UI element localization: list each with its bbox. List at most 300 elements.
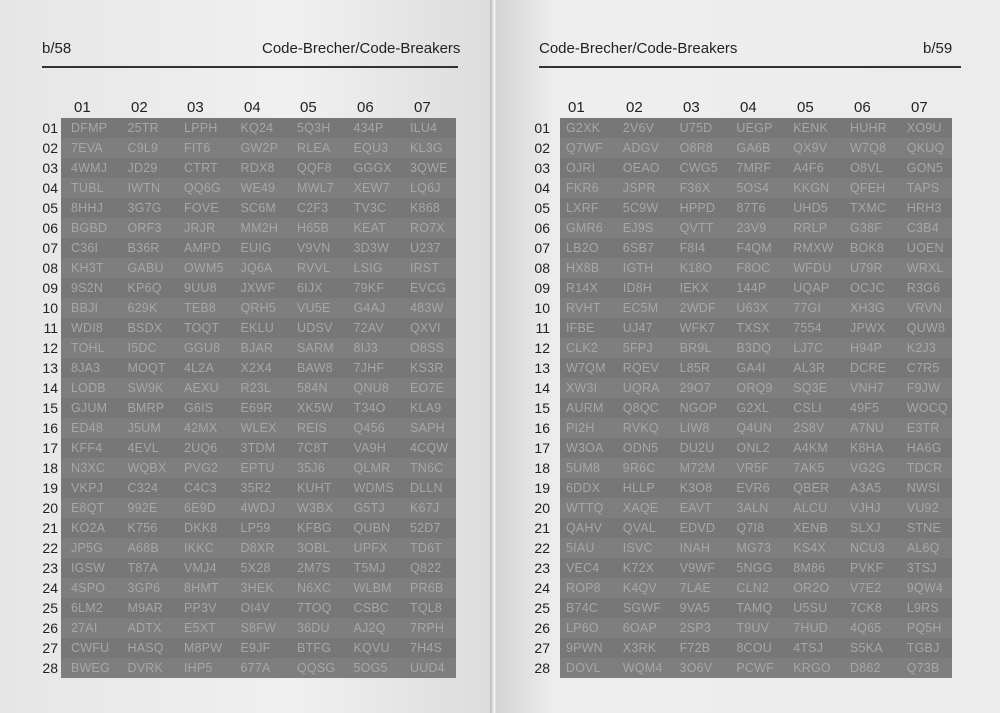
header-rule	[539, 66, 961, 68]
code-cell: TXMC	[850, 201, 887, 215]
code-cell: WLEX	[240, 421, 277, 435]
code-cell: PVG2	[184, 461, 219, 475]
code-cell: G4AJ	[353, 301, 386, 315]
code-cell: 5C9W	[622, 201, 659, 215]
code-cell: OCJC	[850, 281, 885, 295]
code-cell: E8QT	[71, 501, 105, 515]
table-row	[61, 278, 456, 298]
table-row	[61, 298, 456, 318]
table-row	[61, 578, 456, 598]
code-cell: OEAO	[622, 161, 660, 175]
code-cell: 9S2N	[71, 281, 104, 295]
code-cell: RO7X	[410, 221, 445, 235]
row-number: 07	[42, 240, 58, 256]
code-cell: BAW8	[297, 361, 333, 375]
code-cell: EO7E	[410, 381, 445, 395]
table-row	[61, 458, 456, 478]
code-cell: MOQT	[127, 361, 166, 375]
code-cell: K2J3	[906, 341, 937, 355]
code-cell: A68B	[127, 541, 159, 555]
code-cell: VU92	[906, 501, 939, 515]
table-row	[61, 498, 456, 518]
right-page	[496, 0, 1000, 713]
column-header: 07	[911, 99, 928, 116]
table-row	[560, 478, 952, 498]
code-cell: QAHV	[566, 521, 603, 535]
table-row	[61, 198, 456, 218]
code-cell: T5MJ	[353, 561, 386, 575]
code-cell: J5UM	[127, 421, 161, 435]
row-number: 15	[534, 400, 550, 416]
code-cell: JPWX	[850, 321, 886, 335]
code-cell: BOK8	[850, 241, 885, 255]
row-number: 13	[42, 360, 58, 376]
row-number: 21	[534, 520, 550, 536]
code-cell: E3TR	[906, 421, 940, 435]
table-row	[560, 618, 952, 638]
code-cell: JRJR	[184, 221, 216, 235]
code-cell: UPFX	[353, 541, 388, 555]
code-cell: SW9K	[127, 381, 164, 395]
code-cell: ID8H	[622, 281, 653, 295]
code-cell: XENB	[793, 521, 829, 535]
code-cell: W3BX	[297, 501, 334, 515]
code-cell: HLLP	[622, 481, 655, 495]
code-cell: O8SS	[410, 341, 445, 355]
left-page	[0, 0, 492, 713]
code-cell: GGGX	[353, 161, 392, 175]
code-cell: DKK8	[184, 521, 218, 535]
code-cell: ILU4	[410, 121, 438, 135]
row-number: 17	[534, 440, 550, 456]
code-cell: ED48	[71, 421, 104, 435]
table-row	[560, 258, 952, 278]
code-cell: FOVE	[184, 201, 219, 215]
code-cell: QX9V	[793, 141, 828, 155]
row-number: 03	[534, 160, 550, 176]
code-cell: HPPD	[679, 201, 716, 215]
code-cell: HASQ	[127, 641, 164, 655]
code-cell: SLXJ	[850, 521, 881, 535]
row-number: 28	[534, 660, 550, 676]
code-cell: 8M86	[793, 561, 826, 575]
table-row	[61, 338, 456, 358]
code-cell: 49F5	[850, 401, 880, 415]
code-cell: T9UV	[736, 621, 770, 635]
code-cell: NCU3	[850, 541, 885, 555]
code-cell: F4QM	[736, 241, 772, 255]
code-cell: U237	[410, 241, 441, 255]
code-cell: 87T6	[736, 201, 766, 215]
code-cell: BMRP	[127, 401, 165, 415]
code-cell: 7TOQ	[297, 601, 332, 615]
code-cell: 4TSJ	[793, 641, 824, 655]
code-cell: XH3G	[850, 301, 885, 315]
code-cell: VKPJ	[71, 481, 104, 495]
table-row	[61, 598, 456, 618]
table-row	[560, 538, 952, 558]
row-number: 21	[42, 520, 58, 536]
code-cell: C36I	[71, 241, 99, 255]
code-cell: SGWF	[622, 601, 662, 615]
code-cell: 6LM2	[71, 601, 104, 615]
code-cell: 7AK5	[793, 461, 825, 475]
code-cell: BGBD	[71, 221, 108, 235]
row-number: 28	[42, 660, 58, 676]
code-cell: A4KM	[793, 441, 829, 455]
code-cell: WQBX	[127, 461, 167, 475]
row-number: 17	[42, 440, 58, 456]
code-cell: KENK	[793, 121, 829, 135]
code-cell: TAMQ	[736, 601, 773, 615]
code-cell: QVTT	[679, 221, 714, 235]
code-cell: MM2H	[240, 221, 279, 235]
code-cell: ADGV	[622, 141, 660, 155]
code-cell: KS4X	[793, 541, 826, 555]
code-cell: WQM4	[622, 661, 663, 675]
code-cell: UOEN	[906, 241, 944, 255]
table-row	[61, 258, 456, 278]
code-cell: JP5G	[71, 541, 104, 555]
code-cell: C7R5	[906, 361, 940, 375]
code-cell: QBER	[793, 481, 830, 495]
column-header: 05	[797, 99, 814, 116]
code-cell: LB2O	[566, 241, 599, 255]
code-cell: 3TDM	[240, 441, 276, 455]
code-cell: EPTU	[240, 461, 275, 475]
code-cell: PQ5H	[906, 621, 942, 635]
code-cell: QLMR	[353, 461, 391, 475]
code-cell: UHD5	[793, 201, 829, 215]
code-cell: LIW8	[679, 421, 710, 435]
code-cell: 42MX	[184, 421, 218, 435]
code-cell: WOCQ	[906, 401, 948, 415]
code-cell: TEB8	[184, 301, 217, 315]
table-row	[560, 358, 952, 378]
code-cell: KRGO	[793, 661, 831, 675]
code-cell: JSPR	[622, 181, 656, 195]
code-cell: LXRF	[566, 201, 599, 215]
code-cell: OWM5	[184, 261, 224, 275]
column-header: 03	[683, 99, 700, 116]
code-cell: 7CK8	[850, 601, 883, 615]
code-cell: ISVC	[622, 541, 653, 555]
code-cell: 9UU8	[184, 281, 217, 295]
code-cell: C4C3	[184, 481, 217, 495]
code-cell: 7RPH	[410, 621, 445, 635]
column-header: 03	[187, 99, 204, 116]
code-cell: 5Q3H	[297, 121, 331, 135]
table-row	[61, 178, 456, 198]
code-cell: K18O	[679, 261, 713, 275]
row-number: 23	[42, 560, 58, 576]
code-cell: 992E	[127, 501, 158, 515]
code-cell: 3G7G	[127, 201, 162, 215]
code-cell: K3O8	[679, 481, 713, 495]
code-cell: ALCU	[793, 501, 828, 515]
code-cell: NGOP	[679, 401, 718, 415]
code-cell: E69R	[240, 401, 273, 415]
code-cell: 3ALN	[736, 501, 769, 515]
code-cell: CWFU	[71, 641, 110, 655]
code-cell: F9JW	[906, 381, 941, 395]
row-number: 02	[42, 140, 58, 156]
code-cell: CLN2	[736, 581, 770, 595]
code-cell: KFBG	[297, 521, 332, 535]
row-number: 01	[534, 120, 550, 136]
code-cell: 5UM8	[566, 461, 601, 475]
code-cell: V7E2	[850, 581, 882, 595]
code-cell: G5TJ	[353, 501, 385, 515]
row-number: 04	[42, 180, 58, 196]
code-cell: T87A	[127, 561, 159, 575]
row-number: 11	[43, 320, 58, 336]
code-cell: ORQ9	[736, 381, 773, 395]
code-cell: ORF3	[127, 221, 162, 235]
table-row	[560, 118, 952, 138]
table-row	[560, 598, 952, 618]
code-cell: N3XC	[71, 461, 106, 475]
code-cell: 6IJX	[297, 281, 323, 295]
code-cell: FKR6	[566, 181, 599, 195]
code-cell: 2WDF	[679, 301, 716, 315]
code-cell: SQ3E	[793, 381, 828, 395]
table-row	[560, 458, 952, 478]
column-header: 01	[568, 99, 585, 116]
code-cell: 35J6	[297, 461, 325, 475]
table-row	[61, 658, 456, 678]
code-cell: RQEV	[622, 361, 660, 375]
code-cell: RVVL	[297, 261, 331, 275]
code-cell: NWSI	[906, 481, 941, 495]
code-cell: UEGP	[736, 121, 773, 135]
code-cell: V9VN	[297, 241, 331, 255]
code-cell: KS3R	[410, 361, 444, 375]
code-cell: VG2G	[850, 461, 886, 475]
code-cell: Q7WF	[566, 141, 603, 155]
code-cell: LSIG	[353, 261, 383, 275]
code-cell: HUHR	[850, 121, 887, 135]
code-cell: QQSG	[297, 661, 336, 675]
code-cell: S8FW	[240, 621, 277, 635]
table-row	[560, 218, 952, 238]
row-number: 07	[534, 240, 550, 256]
table-row	[61, 518, 456, 538]
code-cell: 6E9D	[184, 501, 217, 515]
code-cell: KFF4	[71, 441, 103, 455]
code-cell: KO2A	[71, 521, 106, 535]
code-cell: STNE	[906, 521, 941, 535]
code-cell: WRXL	[906, 261, 944, 275]
code-cell: JXWF	[240, 281, 276, 295]
table-row	[560, 578, 952, 598]
code-cell: HX8B	[566, 261, 600, 275]
row-number: 22	[534, 540, 550, 556]
table-row	[560, 518, 952, 538]
code-cell: C324	[127, 481, 159, 495]
code-cell: C3B4	[906, 221, 939, 235]
code-cell: UDSV	[297, 321, 333, 335]
code-cell: 483W	[410, 301, 444, 315]
code-cell: F8OC	[736, 261, 771, 275]
column-headers	[0, 99, 492, 117]
code-cell: GABU	[127, 261, 164, 275]
code-cell: Q456	[353, 421, 385, 435]
code-cell: INAH	[679, 541, 711, 555]
row-number: 26	[42, 620, 58, 636]
code-cell: MG73	[736, 541, 772, 555]
code-cell: QKUQ	[906, 141, 945, 155]
code-cell: T34O	[353, 401, 386, 415]
row-number: 05	[534, 200, 550, 216]
code-cell: UJ47	[622, 321, 653, 335]
code-cell: KP6Q	[127, 281, 162, 295]
code-cell: EDVD	[679, 521, 716, 535]
row-number: 16	[534, 420, 550, 436]
code-cell: JQ6A	[240, 261, 273, 275]
code-cell: TDCR	[906, 461, 943, 475]
code-cell: 5FPJ	[622, 341, 653, 355]
code-cell: N6XC	[297, 581, 332, 595]
code-cell: IGTH	[622, 261, 654, 275]
row-number: 02	[534, 140, 550, 156]
code-cell: IRST	[410, 261, 440, 275]
code-cell: GA6B	[736, 141, 771, 155]
code-cell: KH3T	[71, 261, 104, 275]
code-cell: IFBE	[566, 321, 595, 335]
code-cell: G2XL	[736, 401, 770, 415]
code-cell: 584N	[297, 381, 328, 395]
code-cell: KLA9	[410, 401, 442, 415]
code-cell: VA9H	[353, 441, 387, 455]
code-cell: O8VL	[850, 161, 883, 175]
code-cell: FIT6	[184, 141, 211, 155]
code-cell: S5KA	[850, 641, 883, 655]
row-number: 11	[535, 320, 550, 336]
row-number: 06	[42, 220, 58, 236]
code-cell: U5SU	[793, 601, 828, 615]
row-numbers	[28, 118, 58, 678]
code-cell: QFEH	[850, 181, 886, 195]
code-cell: DFMP	[71, 121, 108, 135]
code-cell: VRVN	[906, 301, 943, 315]
code-cell: BBJI	[71, 301, 99, 315]
code-cell: U79R	[850, 261, 883, 275]
code-cell: TOHL	[71, 341, 105, 355]
row-number: 01	[42, 120, 58, 136]
code-cell: 9PWN	[566, 641, 603, 655]
row-number: 25	[42, 600, 58, 616]
code-cell: CSLI	[793, 401, 822, 415]
row-number: 27	[534, 640, 550, 656]
code-cell: KEAT	[353, 221, 387, 235]
row-number: 13	[534, 360, 550, 376]
row-number: 23	[534, 560, 550, 576]
code-cell: M72M	[679, 461, 716, 475]
row-numbers	[520, 118, 550, 678]
row-number: 20	[534, 500, 550, 516]
table-row	[560, 658, 952, 678]
code-cell: WDI8	[71, 321, 104, 335]
table-row	[560, 178, 952, 198]
code-cell: OJRI	[566, 161, 596, 175]
table-row	[560, 278, 952, 298]
code-cell: UQAP	[793, 281, 830, 295]
code-cell: BSDX	[127, 321, 163, 335]
code-cell: 2SP3	[679, 621, 711, 635]
code-cell: HA6G	[906, 441, 942, 455]
code-cell: 8COU	[736, 641, 772, 655]
code-cell: WFK7	[679, 321, 716, 335]
code-cell: DVRK	[127, 661, 164, 675]
code-cell: 79KF	[353, 281, 385, 295]
code-cell: V9WF	[679, 561, 716, 575]
code-cell: B3DQ	[736, 341, 772, 355]
table-row	[61, 218, 456, 238]
code-cell: D8XR	[240, 541, 275, 555]
table-row	[61, 318, 456, 338]
code-cell: LP59	[240, 521, 271, 535]
code-cell: XK5W	[297, 401, 334, 415]
code-cell: RMXW	[793, 241, 834, 255]
code-cell: 9QW4	[906, 581, 944, 595]
code-cell: TGBJ	[906, 641, 940, 655]
column-header: 05	[300, 99, 317, 116]
code-cell: R3G6	[906, 281, 941, 295]
code-cell: 2UQ6	[184, 441, 218, 455]
code-cell: G6IS	[184, 401, 214, 415]
code-cell: GGU8	[184, 341, 221, 355]
code-cell: 3O6V	[679, 661, 713, 675]
code-cell: 7HUD	[793, 621, 829, 635]
code-cell: TXSX	[736, 321, 770, 335]
code-grid	[61, 118, 456, 678]
code-cell: UUD4	[410, 661, 445, 675]
code-cell: WFDU	[793, 261, 832, 275]
column-headers	[496, 99, 1000, 117]
table-row	[560, 318, 952, 338]
code-cell: 7554	[793, 321, 822, 335]
row-number: 16	[42, 420, 58, 436]
code-cell: 7JHF	[353, 361, 385, 375]
code-cell: QUBN	[353, 521, 391, 535]
code-cell: 25TR	[127, 121, 159, 135]
code-cell: 6SB7	[622, 241, 655, 255]
code-cell: EVR6	[736, 481, 770, 495]
code-cell: XO9U	[906, 121, 942, 135]
code-cell: 77GI	[793, 301, 822, 315]
code-cell: A3A5	[850, 481, 882, 495]
code-cell: E9JF	[240, 641, 271, 655]
column-header: 06	[854, 99, 871, 116]
code-cell: 3D3W	[353, 241, 390, 255]
code-cell: 6DDX	[566, 481, 601, 495]
table-row	[560, 298, 952, 318]
code-cell: TN6C	[410, 461, 444, 475]
code-cell: VR5F	[736, 461, 770, 475]
code-cell: L9RS	[906, 601, 939, 615]
code-cell: PP3V	[184, 601, 217, 615]
row-number: 24	[42, 580, 58, 596]
table-row	[61, 118, 456, 138]
code-cell: W7Q8	[850, 141, 887, 155]
row-number: 14	[42, 380, 58, 396]
code-cell: KQVU	[353, 641, 390, 655]
code-cell: A4F6	[793, 161, 824, 175]
code-cell: LQ6J	[410, 181, 441, 195]
row-number: 14	[534, 380, 550, 396]
table-row	[560, 638, 952, 658]
